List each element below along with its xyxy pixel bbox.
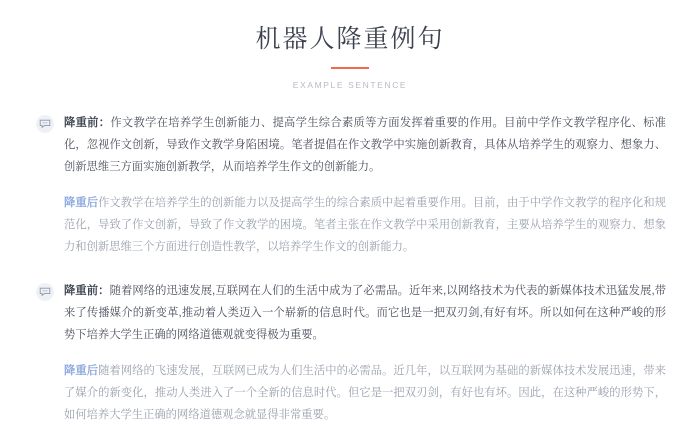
example-item: [34, 280, 666, 426]
after-label: 降重后: [64, 197, 99, 209]
example-item: [34, 112, 666, 258]
example-before-paragraph: [64, 280, 666, 346]
speech-bubble-icon: [36, 115, 54, 133]
title-divider: [331, 67, 369, 69]
page-header: [0, 0, 700, 90]
after-label: 降重后: [64, 365, 99, 377]
before-label: 降重前：: [64, 117, 111, 129]
example-after-paragraph: [64, 192, 666, 258]
speech-bubble-icon: [36, 283, 54, 301]
page-subtitle: EXAMPLE SENTENCE: [292, 80, 408, 90]
examples-list: [0, 112, 700, 426]
page-scrollbar[interactable]: [695, 0, 699, 416]
example-after-paragraph: [64, 360, 666, 426]
after-text: 作文教学在培养学生的创新能力以及提高学生的综合素质中起着重要作用。目前，由于中学作文教学的程序化和规范化，导致了作文创新，导致了作文教学的困境。笔者主张在作文教学中采用创新教育，主要从培养学生的观察力、想象力和创新思维三个方面进行创造性教学，以培养学生作文的创新能力。: [64, 197, 666, 253]
before-text: 随着网络的迅速发展,互联网在人们的生活中成为了必需品。近年来,以网络技术为代表的新媒体技术迅猛发展,带来了传播媒介的新变革,推动着人类迈入一个崭新的信息时代。而它也是一把双刃剑,有好有坏。所以如何在这种严峻的形势下培养大学生正确的网络道德观就变得极为重要。: [64, 285, 666, 341]
before-label: 降重前：: [64, 285, 110, 297]
example-before-paragraph: [64, 112, 666, 178]
page-title: 机器人降重例句: [255, 25, 445, 53]
after-text: 随着网络的飞速发展，互联网已成为人们生活中的必需品。近几年，以互联网为基础的新媒体技术发展迅速，带来了媒介的新变化，推动人类进入了一个全新的信息时代。但它是一把双刃剑，有好也有坏。因此，在这种严峻的形势下，如何培养大学生正确的网络道德观念就显得非常重要。: [64, 365, 666, 421]
before-text: 作文教学在培养学生创新能力、提高学生综合素质等方面发挥着重要的作用。目前中学作文教学程序化、标准化，忽视作文创新，导致作文教学身陷困境。笔者提倡在作文教学中实施创新教育，具体从培养学生的观察力、想象力、创新思维三方面实施创新教学，从而培养学生作文的创新能力。: [64, 117, 666, 173]
